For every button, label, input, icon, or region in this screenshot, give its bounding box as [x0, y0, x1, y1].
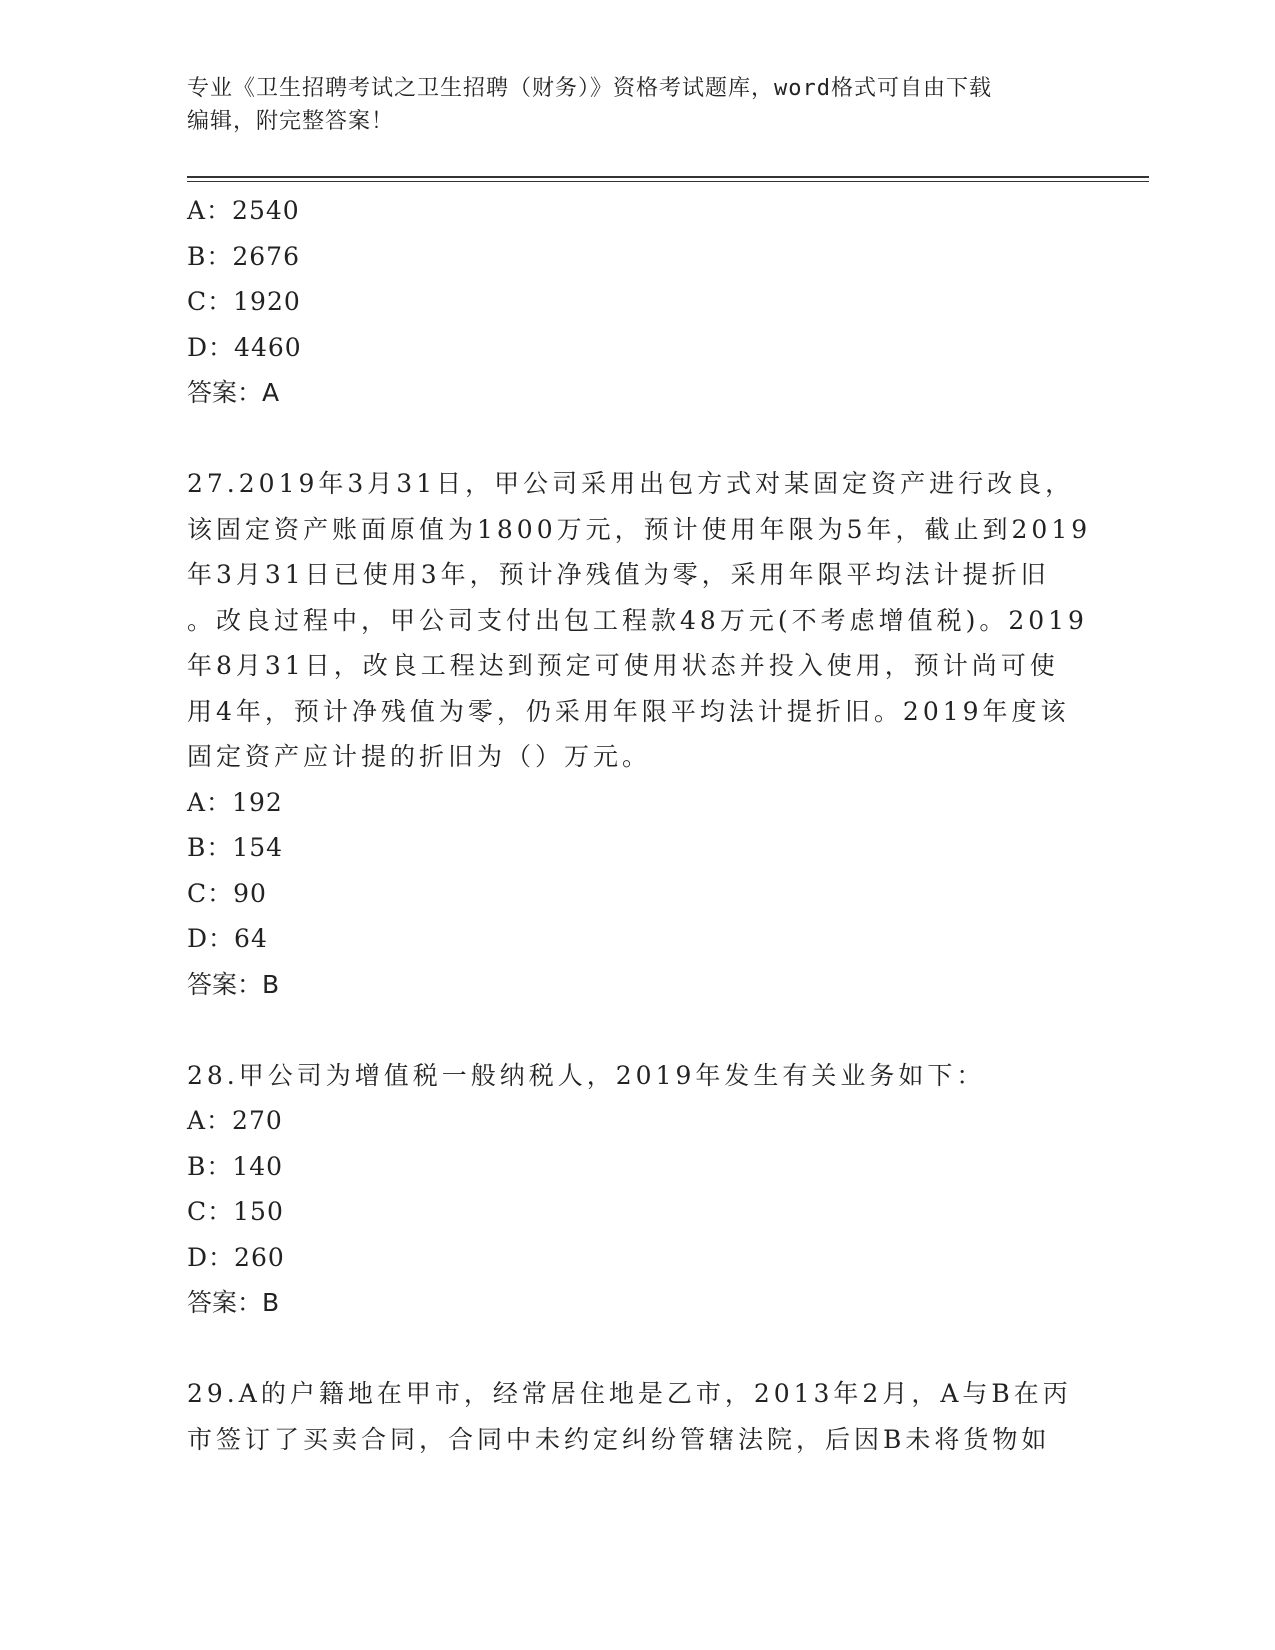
answer-line: 答案：A: [187, 378, 280, 407]
question-line: 市签订了买卖合同，合同中未约定纠纷管辖法院，后因B未将货物如: [187, 1424, 1051, 1454]
header-line-1: 专业《卫生招聘考试之卫生招聘（财务）》资格考试题库，word格式可自由下载: [187, 76, 992, 101]
question-line: 29.A的户籍地在甲市，经常居住地是乙市，2013年2月，A与B在丙: [187, 1379, 1072, 1408]
block-spacer: [187, 1326, 1087, 1372]
option-d: D：260: [187, 1242, 285, 1272]
question-block-26: [187, 188, 1087, 416]
question-line: 28.甲公司为增值税一般纳税人，2019年发生有关业务如下：: [187, 1060, 986, 1090]
option-a: A：270: [187, 1106, 283, 1135]
question-line: 27.2019年3月31日，甲公司采用出包方式对某固定资产进行改良，: [187, 469, 1075, 498]
question-text: [187, 1371, 1087, 1462]
option-d: D：64: [187, 924, 268, 953]
option-b: B：2676: [187, 241, 300, 271]
question-line: 。改良过程中，甲公司支付出包工程款48万元(不考虑增值税)。2019: [187, 605, 1088, 635]
question-line: 年3月31日已使用3年，预计净残值为零，采用年限平均法计提折旧: [187, 560, 1050, 589]
question-block-27: [187, 461, 1092, 1007]
header-rule-thin: [187, 181, 1149, 182]
option-a: A：2540: [187, 196, 300, 225]
answer-line: 答案：B: [187, 1288, 280, 1317]
document-body: [187, 188, 1092, 1462]
question-block-28: [187, 1053, 1087, 1326]
question-line: 该固定资产账面原值为1800万元，预计使用年限为5年，截止到2019: [187, 514, 1092, 544]
question-line: 用4年，预计净残值为零，仍采用年限平均法计提折旧。2019年度该: [187, 696, 1070, 726]
block-spacer: [187, 1007, 1087, 1053]
option-c: C：1920: [187, 287, 301, 316]
option-c: C：90: [187, 878, 267, 908]
option-b: B：154: [187, 833, 284, 862]
block-spacer: [187, 416, 1087, 462]
option-c: C：150: [187, 1197, 284, 1226]
question-text: [187, 461, 1092, 780]
option-d: D：4460: [187, 332, 302, 362]
question-text: [187, 1053, 1087, 1099]
question-block-29: [187, 1371, 1087, 1462]
option-a: A：192: [187, 787, 283, 817]
header-line-2: 编辑，附完整答案！: [187, 109, 395, 134]
answer-line: 答案：B: [187, 969, 280, 999]
question-line: 固定资产应计提的折旧为（）万元。: [187, 742, 652, 771]
question-line: 年8月31日，改良工程达到预定可使用状态并投入使用，预计尚可使: [187, 651, 1059, 680]
document-header: [187, 72, 1067, 138]
option-b: B：140: [187, 1151, 284, 1181]
header-rule-thick: [187, 176, 1149, 178]
